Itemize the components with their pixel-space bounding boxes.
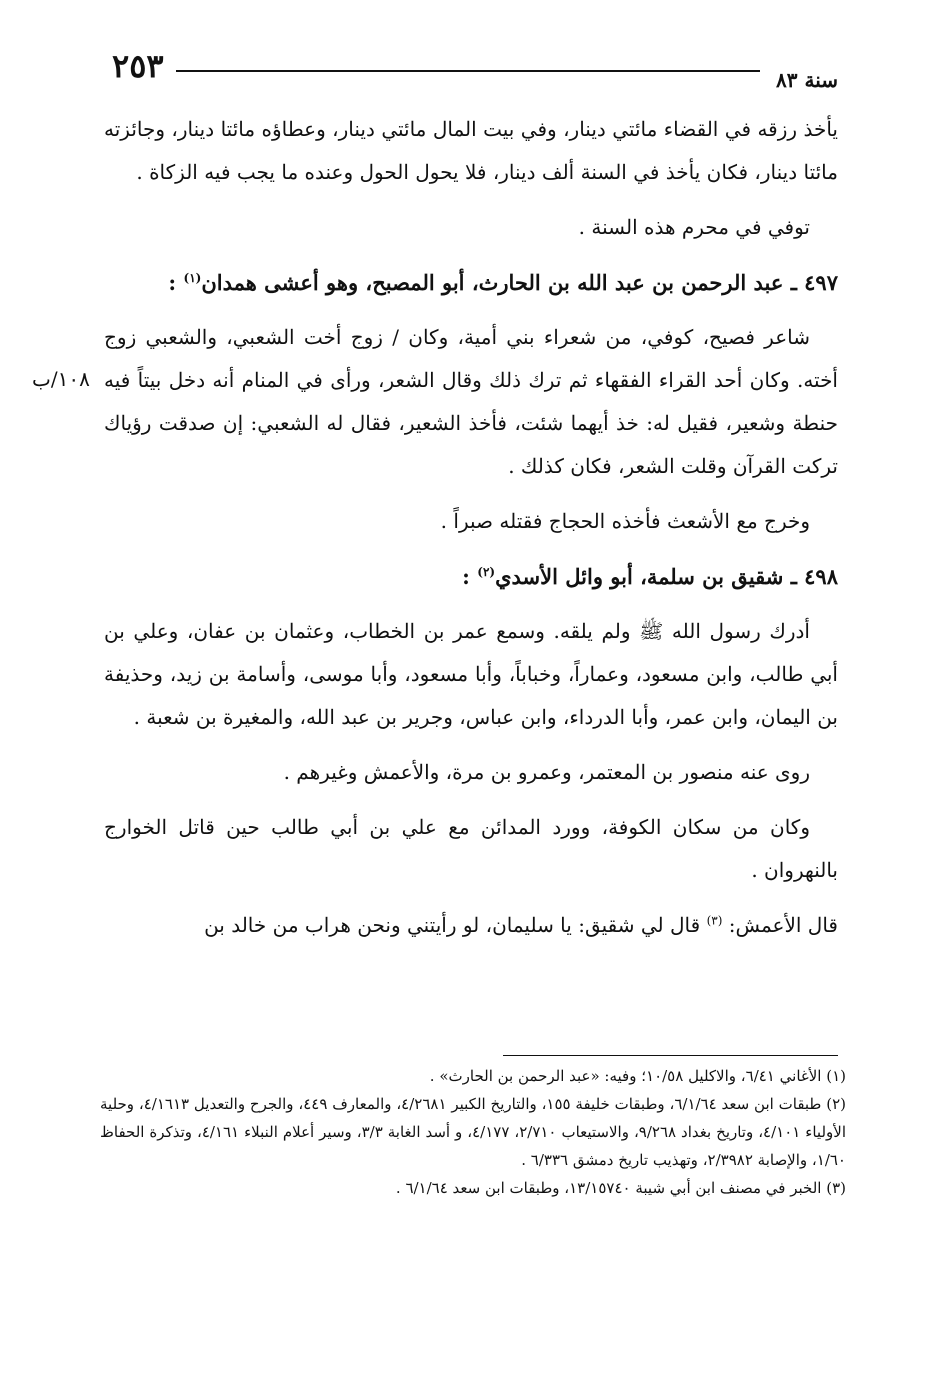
footnote-ref-3: (٣) [706, 913, 723, 928]
page-header [112, 46, 838, 90]
header-rule [176, 70, 760, 72]
paragraph-8 [104, 904, 838, 947]
entry-498-title: ٤٩٨ ـ شقيق بن سلمة، أبو وائل الأسدي [495, 564, 838, 589]
footnotes [100, 1062, 846, 1202]
entry-498-colon: : [462, 564, 478, 589]
paragraph-2: توفي في محرم هذه السنة . [578, 215, 810, 239]
running-title: سنة ٨٣ [776, 68, 838, 92]
footnote-ref-1: (١) [183, 271, 202, 285]
entry-498-heading [104, 555, 838, 598]
paragraph-6: روى عنه منصور بن المعتمر، وعمرو بن مرة، والأعمش وغيرهم . [283, 760, 810, 784]
footnote-divider [503, 1055, 838, 1056]
paragraph-7: وكان من سكان الكوفة، وورد المدائن مع علي بن أبي طالب حين قاتل الخوارج بالنهروان . [104, 815, 838, 882]
paragraph-1: يأخذ رزقه في القضاء مائتي دينار، وفي بيت المال مائتي دينار، وعطاؤه مائتا دينار، وجائزته مائتا دينار، فكان يأخذ في السنة ألف دينار، فلا يحول الحول وعنده ما يجب فيه الزكاة . [104, 117, 839, 184]
footnote-3: (٣) الخبر في مصنف ابن أبي شيبة ١٣/١٥٧٤٠، وطبقات ابن سعد ٦/١/٦٤ . [395, 1179, 846, 1197]
footnote-ref-2: (٢) [477, 565, 496, 579]
entry-497-title: ٤٩٧ ـ عبد الرحمن بن عبد الله بن الحارث، أبو المصبح، وهو أعشى همدان [201, 270, 838, 295]
footnote-1: (١) الأغاني ٦/٤١، والاكليل ١٠/٥٨؛ وفيه: «عبد الرحمن بن الحارث» . [429, 1067, 846, 1085]
paragraph-5: أدرك رسول الله ﷺ ولم يلقه. وسمع عمر بن الخطاب، وعثمان بن عفان، وعلي بن أبي طالب، وابن مسعود، وعماراً، وخباباً، وأبا مسعود، وأبا موسى، وأسامة بن زيد، وحذيفة بن اليمان، وابن عمر، وأبا الدرداء، وابن عباس، وجرير بن عبد الله، والمغيرة بن شعبة . [104, 619, 838, 729]
manuscript-folio-note: ١٠٨/ب [32, 367, 90, 391]
main-text [104, 108, 838, 947]
entry-497-colon: : [168, 270, 184, 295]
paragraph-3: شاعر فصيح، كوفي، من شعراء بني أمية، وكان / زوج أخت الشعبي، والشعبي زوج أخته. وكان أحد القراء الفقهاء ثم ترك ذلك وقال الشعر، ورأى في المنام أنه دخل بيتاً فيه حنطة وشعير، فقيل له: خذ أيهما شئت، فأخذ الشعير، فقال له الشعبي: إن صدقت رؤياك تركت القرآن وقلت الشعر، فكان كذلك . [104, 325, 838, 478]
footnote-2: (٢) طبقات ابن سعد ٦/١/٦٤، وطبقات خليفة ١٥٥، والتاريخ الكبير ٤/٢٦٨١، والمعارف ٤٤٩، والجرح والتعديل ٤/١٦١٣، وحلية الأولياء ٤/١٠١، وتاريخ بغداد ٩/٢٦٨، والاستيعاب ٢/٧١٠، ٤/١٧٧، و أسد الغابة ٣/٣، وسير أعلام النبلاء ٤/١٦١، وتذكرة الحفاظ ١/٦٠، والإصابة ٢/٣٩٨٢، وتهذيب تاريخ دمشق ٦/٣٣٦ . [100, 1095, 846, 1169]
entry-497-heading [104, 261, 838, 304]
page-number: ٢٥٣ [112, 47, 164, 85]
paragraph-8-end: قال لي شقيق: يا سليمان، لو رأيتني ونحن هراب من خالد بن [204, 913, 707, 937]
paragraph-4: وخرج مع الأشعث فأخذه الحجاج فقتله صبراً . [440, 509, 810, 533]
paragraph-8-start: قال الأعمش: [722, 913, 838, 937]
